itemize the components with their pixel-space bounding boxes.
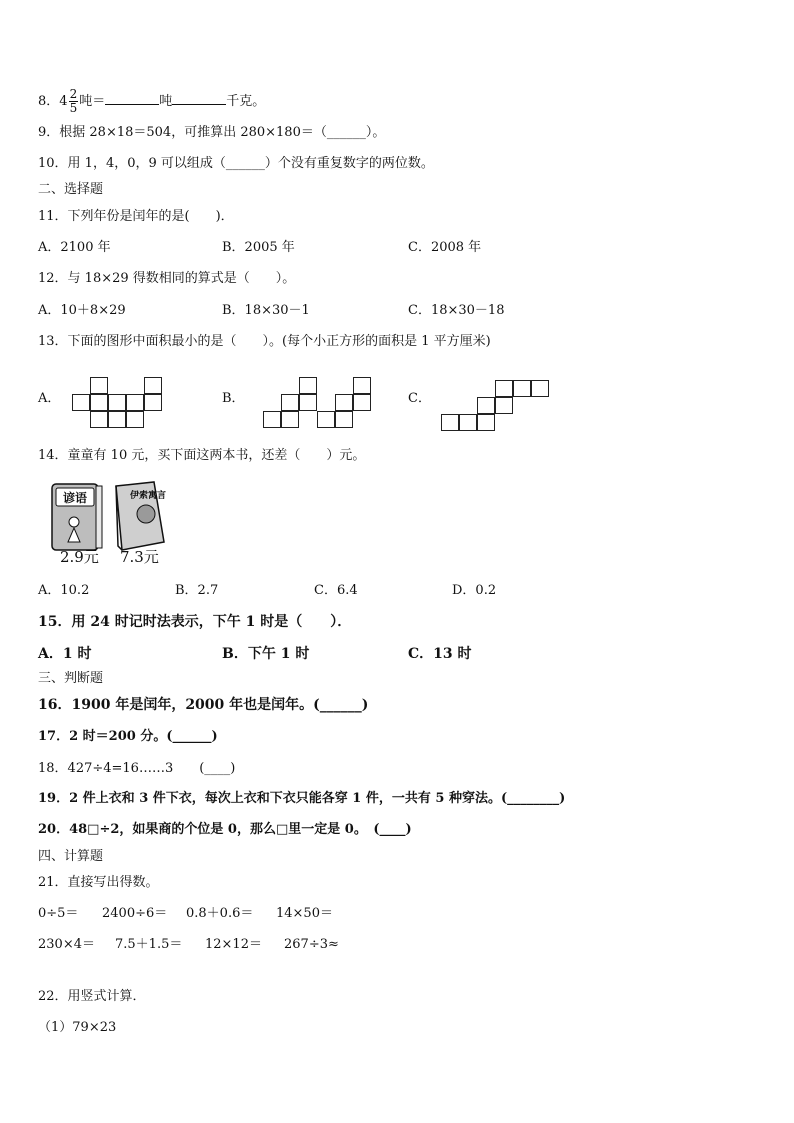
fraction: $\frac{2}{5}$ [69, 87, 78, 115]
option-b[interactable]: B．2005 年 [222, 240, 295, 255]
calc-item[interactable]: 0.8＋0.6＝ [186, 906, 254, 921]
question-10: 10．用 1，4，0，9 可以组成（______）个没有重复数字的两位数。 [38, 156, 434, 171]
book2-price: 7.3元 [120, 548, 159, 566]
option-d[interactable]: D．0.2 [452, 583, 497, 598]
calc-item[interactable]: 7.5＋1.5＝ [115, 937, 183, 952]
question-12: 12．与 18×29 得数相同的算式是（ ）。 [38, 271, 296, 286]
calc-item[interactable]: 0÷5＝ [38, 906, 79, 921]
calc-item[interactable]: 2400÷6＝ [102, 906, 168, 921]
option-c[interactable]: C．13 时 [408, 646, 472, 662]
calc-item[interactable]: （1）79×23 [38, 1020, 117, 1035]
question-8: 8．4 $\frac{2}{5}$ 吨＝ 吨 千克。 [38, 87, 266, 115]
answer-blank[interactable] [172, 92, 226, 105]
calc-item[interactable]: 14×50＝ [276, 906, 333, 921]
question-9: 9．根据 28×18＝504，可推算出 280×180＝（______）。 [38, 125, 386, 140]
question-11: 11．下列年份是闰年的是( )． [38, 209, 234, 224]
question-16: 16．1900 年是闰年，2000 年也是闰年。(______) [38, 697, 369, 713]
book1-price: 2.9元 [60, 548, 99, 566]
book2-title: 伊索寓言 [130, 491, 167, 501]
book1-title: 谚语 [62, 491, 88, 505]
question-17: 17．2 时＝200 分。(______) [38, 729, 218, 744]
section-heading: 四、计算题 [38, 849, 104, 864]
book-aesop-fables-image [110, 480, 168, 552]
calc-item[interactable]: 267÷3≈ [284, 937, 339, 952]
option-c[interactable]: C．18×30－18 [408, 303, 505, 318]
section-heading: 二、选择题 [38, 182, 104, 197]
calc-item[interactable]: 230×4＝ [38, 937, 95, 952]
section-heading: 三、判断题 [38, 671, 104, 686]
option-a[interactable]: A．2100 年 [38, 240, 111, 255]
question-19: 19．2 件上衣和 3 件下衣，每次上衣和下衣只能各穿 1 件，一共有 5 种穿法。(________) [38, 791, 566, 806]
answer-blank[interactable] [105, 92, 159, 105]
book-proverbs-image [50, 480, 106, 552]
question-14: 14．童童有 10 元，买下面这两本书，还差（ ）元。 [38, 448, 366, 463]
option-a[interactable]: A． [38, 391, 61, 406]
question-15: 15．用 24 时记时法表示，下午 1 时是（ ）． [38, 614, 352, 630]
option-b[interactable]: B． [222, 391, 245, 406]
question-21: 21．直接写出得数。 [38, 875, 159, 890]
option-a[interactable]: A．1 时 [38, 646, 92, 662]
option-b[interactable]: B．2.7 [175, 583, 219, 598]
option-a[interactable]: A．10.2 [38, 583, 90, 598]
option-b[interactable]: B．下午 1 时 [222, 646, 310, 662]
option-c[interactable]: C．2008 年 [408, 240, 482, 255]
question-13: 13．下面的图形中面积最小的是（ ）。(每个小正方形的面积是 1 平方厘米) [38, 334, 491, 349]
question-20: 20．48□÷2，如果商的个位是 0，那么□里一定是 0。 (____) [38, 822, 412, 837]
option-a[interactable]: A．10＋8×29 [38, 303, 126, 318]
option-b[interactable]: B．18×30－1 [222, 303, 310, 318]
option-c[interactable]: C．6.4 [314, 583, 358, 598]
calc-item[interactable]: 12×12＝ [205, 937, 262, 952]
question-22: 22．用竖式计算． [38, 989, 146, 1004]
option-c[interactable]: C． [408, 391, 431, 406]
question-18: 18．427÷4=16……3 (____) [38, 761, 236, 776]
